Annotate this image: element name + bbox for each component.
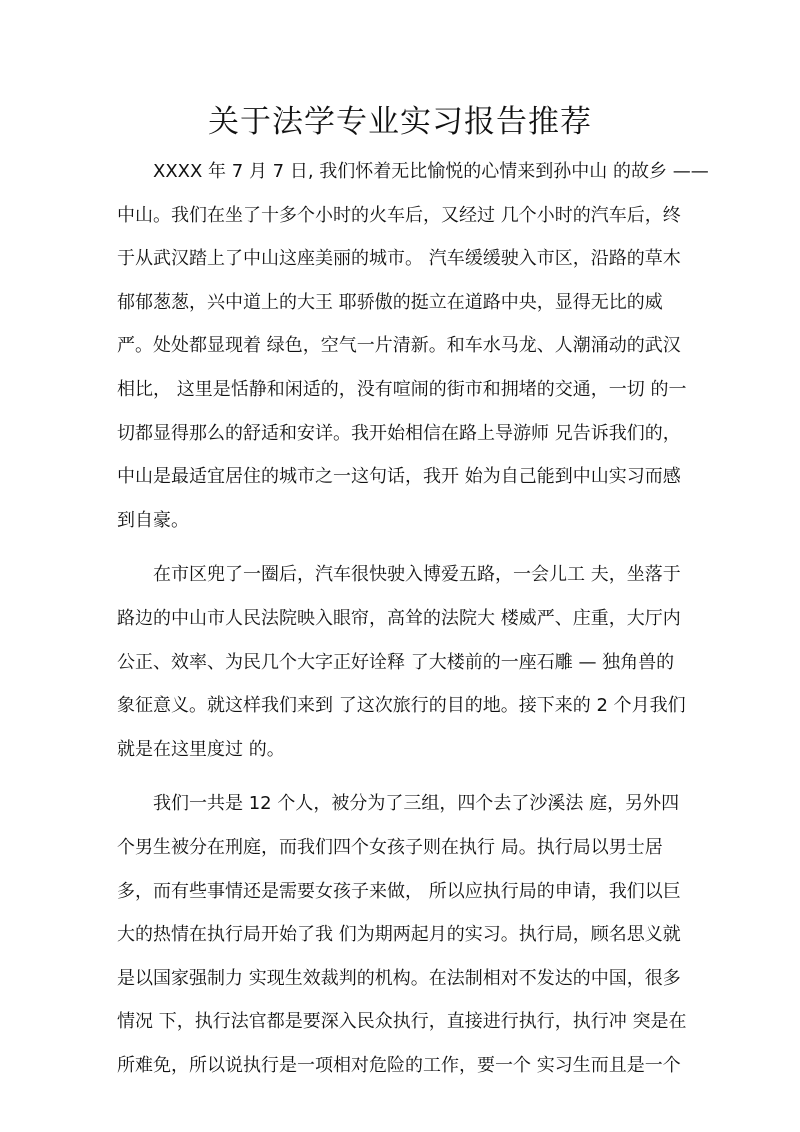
text-line: 所难免，所以说执行是一项相对危险的工作，要一个 实习生而且是一个 [117,1054,681,1076]
paragraph-3 [117,782,687,1087]
text-line: 情况 下，执行法官都是要深入民众执行，直接进行执行，执行冲 突是在 [117,1011,687,1033]
text-line: 切都显得那么的舒适和安详。我开始相信在路上导游师 兄告诉我们的， [117,422,681,444]
text-line: 大的热情在执行局开始了我 们为期两起月的实习。执行局，顾名思义就 [117,924,681,946]
text-line: 到自豪。 [117,509,189,531]
text-line: 个男生被分在刑庭，而我们四个女孩子则在执行 局。执行局以男士居 [117,836,663,858]
text-line: 就是在这里度过 的。 [117,738,285,760]
text-line: XXXX 年 7 月 7 日, 我们怀着无比愉悦的心情来到孙中山 的故乡 —— [153,161,709,182]
text-line: 严。处处都显现着 绿色，空气一片清新。和车水马龙、人潮涌动的武汉 [117,335,681,357]
text-line: 路边的中山市人民法院映入眼帘，高耸的法院大 楼威严、庄重，大厅内 [117,607,681,629]
paragraph-2 [117,553,687,771]
text-line: 中山。我们在坐了十多个小时的火车后，又经过 几个小时的汽车后，终 [117,204,681,226]
paragraph-spacer [117,542,687,553]
text-line: 是以国家强制力 实现生效裁判的机构。在法制相对不发达的中国，很多 [117,967,681,989]
text-line: 象征意义。就这样我们来到 了这次旅行的目的地。接下来的 2 个月我们 [117,695,686,717]
document-title: 关于法学专业实习报告推荐 [208,104,592,140]
text-line: 郁郁葱葱，兴中道上的大王 耶骄傲的挺立在道路中央，显得无比的威 [117,291,663,313]
paragraph-1 [117,150,709,542]
text-line: 于从武汉踏上了中山这座美丽的城市。 汽车缓缓驶入市区，沿路的草木 [117,248,681,270]
text-line: 公正、效率、为民几个大字正好诠释 了大楼前的一座石雕 — 独角兽的 [117,651,675,673]
document-body [117,150,709,1087]
text-line: 我们一共是 12 个人，被分为了三组，四个去了沙溪法 庭，另外四 [153,793,680,815]
text-line: 在市区兜了一圈后，汽车很快驶入博爱五路，一会儿工 夫，坐落于 [153,564,681,586]
text-line: 中山是最适宜居住的城市之一这句话，我开 始为自己能到中山实习而感 [117,466,681,488]
text-line: 相比， 这里是恬静和闲适的，没有喧闹的街市和拥堵的交通，一切 的一 [117,378,687,400]
text-line: 多，而有些事情还是需要女孩子来做， 所以应执行局的申请，我们以巨 [117,880,681,902]
paragraph-spacer [117,771,687,782]
